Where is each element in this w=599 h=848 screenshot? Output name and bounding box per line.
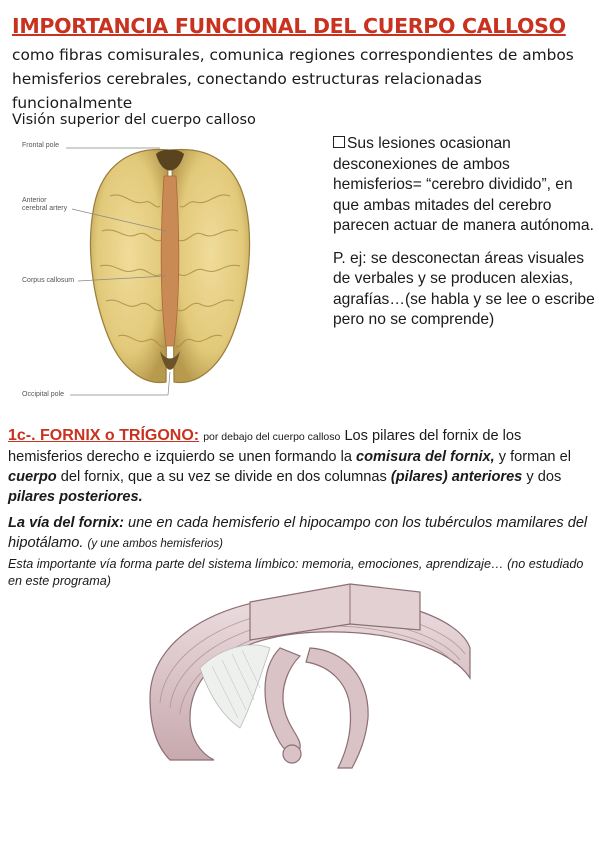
via-fornix-paragraph — [8, 513, 596, 554]
fornix-b4: pilares posteriores. — [8, 489, 143, 505]
via-heading: La vía del fornix: — [8, 515, 124, 531]
label-frontal-pole: Frontal pole — [22, 142, 59, 149]
intro-text: como fibras comisurales, comunica regiones correspondientes de ambos hemisferios cerebrales, conectando estructuras relacionadas funcionalmente — [12, 46, 574, 112]
lesions-bullet-text: Sus lesiones ocasionan desconexiones de ambos hemisferios= “cerebro dividido”, en que ambas mitades del cerebro parecen actuar de manera autónoma. — [333, 135, 594, 234]
label-anterior-2: cerebral artery — [22, 205, 68, 212]
lesions-example: P. ej: se desconectan áreas visuales de verbales y se producen alexias, agrafías…(se habla y se lee o escribe pero no se comprende) — [333, 249, 595, 328]
checkbox-bullet-icon — [333, 136, 345, 148]
label-anterior-1: Anterior — [22, 197, 47, 204]
fornix-t3: del fornix, que a su vez se divide en dos columnas — [60, 469, 387, 485]
fornix-paragraph — [8, 426, 594, 507]
lesions-bullet — [333, 134, 595, 237]
label-occipital-pole: Occipital pole — [22, 391, 65, 398]
lesions-text — [333, 134, 595, 343]
fornix-t2: y forman el — [498, 449, 571, 465]
limbic-note: Esta importante vía forma parte del sistema límbico: memoria, emociones, aprendizaje… (no estudiado en este programa) — [8, 557, 584, 588]
fornix-heading: 1c-. FORNIX o TRÍGONO: — [8, 427, 200, 444]
brain-illustration — [20, 136, 320, 408]
fornix-t1: Los pilares del fornix de los hemisferios derecho e izquierdo se unen formando la — [8, 428, 522, 465]
via-small: (y une ambos hemisferios) — [87, 538, 224, 550]
brain-superior-view-figure — [20, 136, 320, 408]
via-text: une en cada hemisferio el hipocampo con los tubérculos mamilares del hipotálamo. — [8, 515, 588, 551]
fornix-sub: por debajo del cuerpo calloso — [203, 431, 341, 443]
label-corpus-callosum: Corpus callosum — [22, 277, 75, 284]
fornix-b1: comisura del fornix, — [356, 449, 495, 465]
page-title: IMPORTANCIA FUNCIONAL DEL CUERPO CALLOSO — [12, 14, 566, 38]
fornix-b3: (pilares) anteriores — [390, 469, 523, 485]
fornix-drawing — [130, 578, 480, 778]
fornix-illustration — [130, 578, 480, 778]
fornix-b2: cuerpo — [8, 469, 57, 485]
fornix-t4: y dos — [526, 469, 562, 485]
figure1-caption: Visión superior del cuerpo calloso — [12, 112, 256, 128]
